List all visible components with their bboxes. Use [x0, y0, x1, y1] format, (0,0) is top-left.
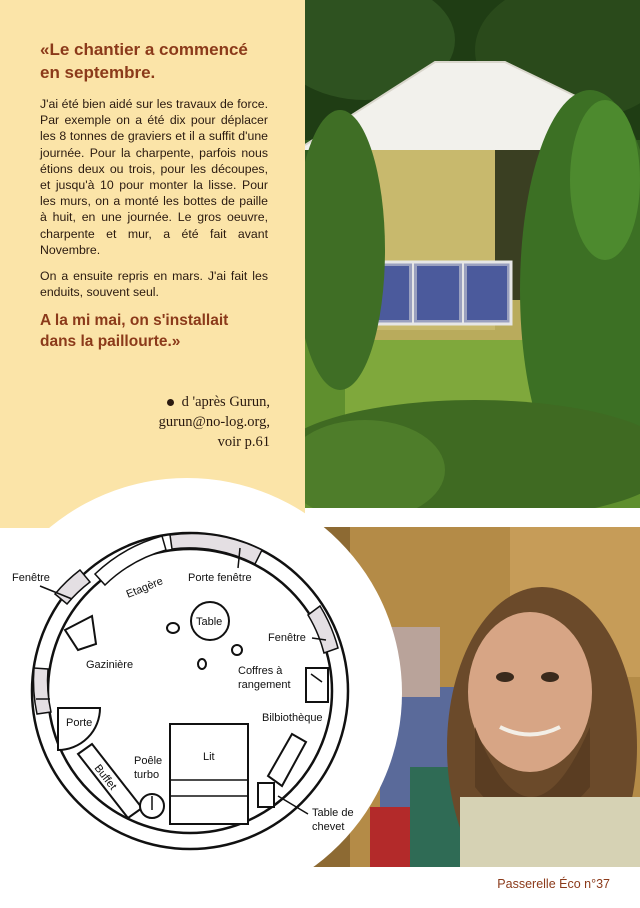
yurt-photo [305, 0, 640, 508]
article-paragraph-2: On a ensuite repris en mars. J'ai fait les enduits, souvent seul. [40, 269, 268, 300]
plan-label-lit: Lit [203, 751, 215, 763]
article-quote [40, 38, 268, 352]
article-headline: «Le chantier a commencé en septembre. [40, 40, 248, 82]
plan-label-fenetre-right: Fenêtre [268, 632, 306, 644]
plan-label-porte-fenetre: Porte fenêtre [188, 572, 252, 584]
plan-label-porte: Porte [66, 717, 93, 729]
plan-label-bibliotheque: Bilbiothèque [262, 712, 323, 724]
plan-label-poele-2: turbo [134, 769, 160, 781]
plan-label-etagere: Etagère [124, 575, 165, 601]
plan-label-chevet-1: Table de [312, 807, 354, 819]
plan-label-gaziniere: Gazinière [86, 659, 134, 671]
text-panel [0, 0, 305, 528]
attribution-page-ref: voir p.61 [217, 434, 270, 450]
plan-label-chevet-2: chevet [312, 821, 345, 833]
plan-label-poele-1: Poêle [134, 755, 163, 767]
attribution [159, 392, 270, 452]
article-closing: A la mi mai, on s'installait dans la paillourte.» [40, 312, 229, 351]
attribution-email[interactable]: gurun@no-log.org, [158, 414, 270, 430]
plan-label-coffres-2: rangement [238, 679, 291, 691]
footer-issue: Passerelle Éco n°37 [497, 877, 610, 891]
yurt-photo-illustration [305, 0, 640, 508]
plan-label-coffres-1: Coffres à [238, 665, 283, 677]
plan-label-table: Table [196, 616, 223, 628]
plan-label-fenetre-left: Fenêtre [12, 572, 50, 584]
article-paragraph-1: J'ai été bien aidé sur les travaux de force. Par exemple on a été dix pour déplacer les 8 tonnes de graviers et il a suffit d'une journée. Pour la charpente, parfois nous étions deux ou trois, pour les découpes, et jusqu'à 10 pour monter la lisse. Pour les murs, on a monté les bottes de paille à huit, en une journée. Le gros oeuvre, charpente et mur, a été fait avant Novembre. [40, 97, 268, 257]
floor-plan [0, 478, 400, 907]
attribution-author: d 'après Gurun, [181, 394, 270, 410]
plan-label-buffet: Buffet [91, 762, 119, 793]
bullet-icon [167, 399, 174, 406]
